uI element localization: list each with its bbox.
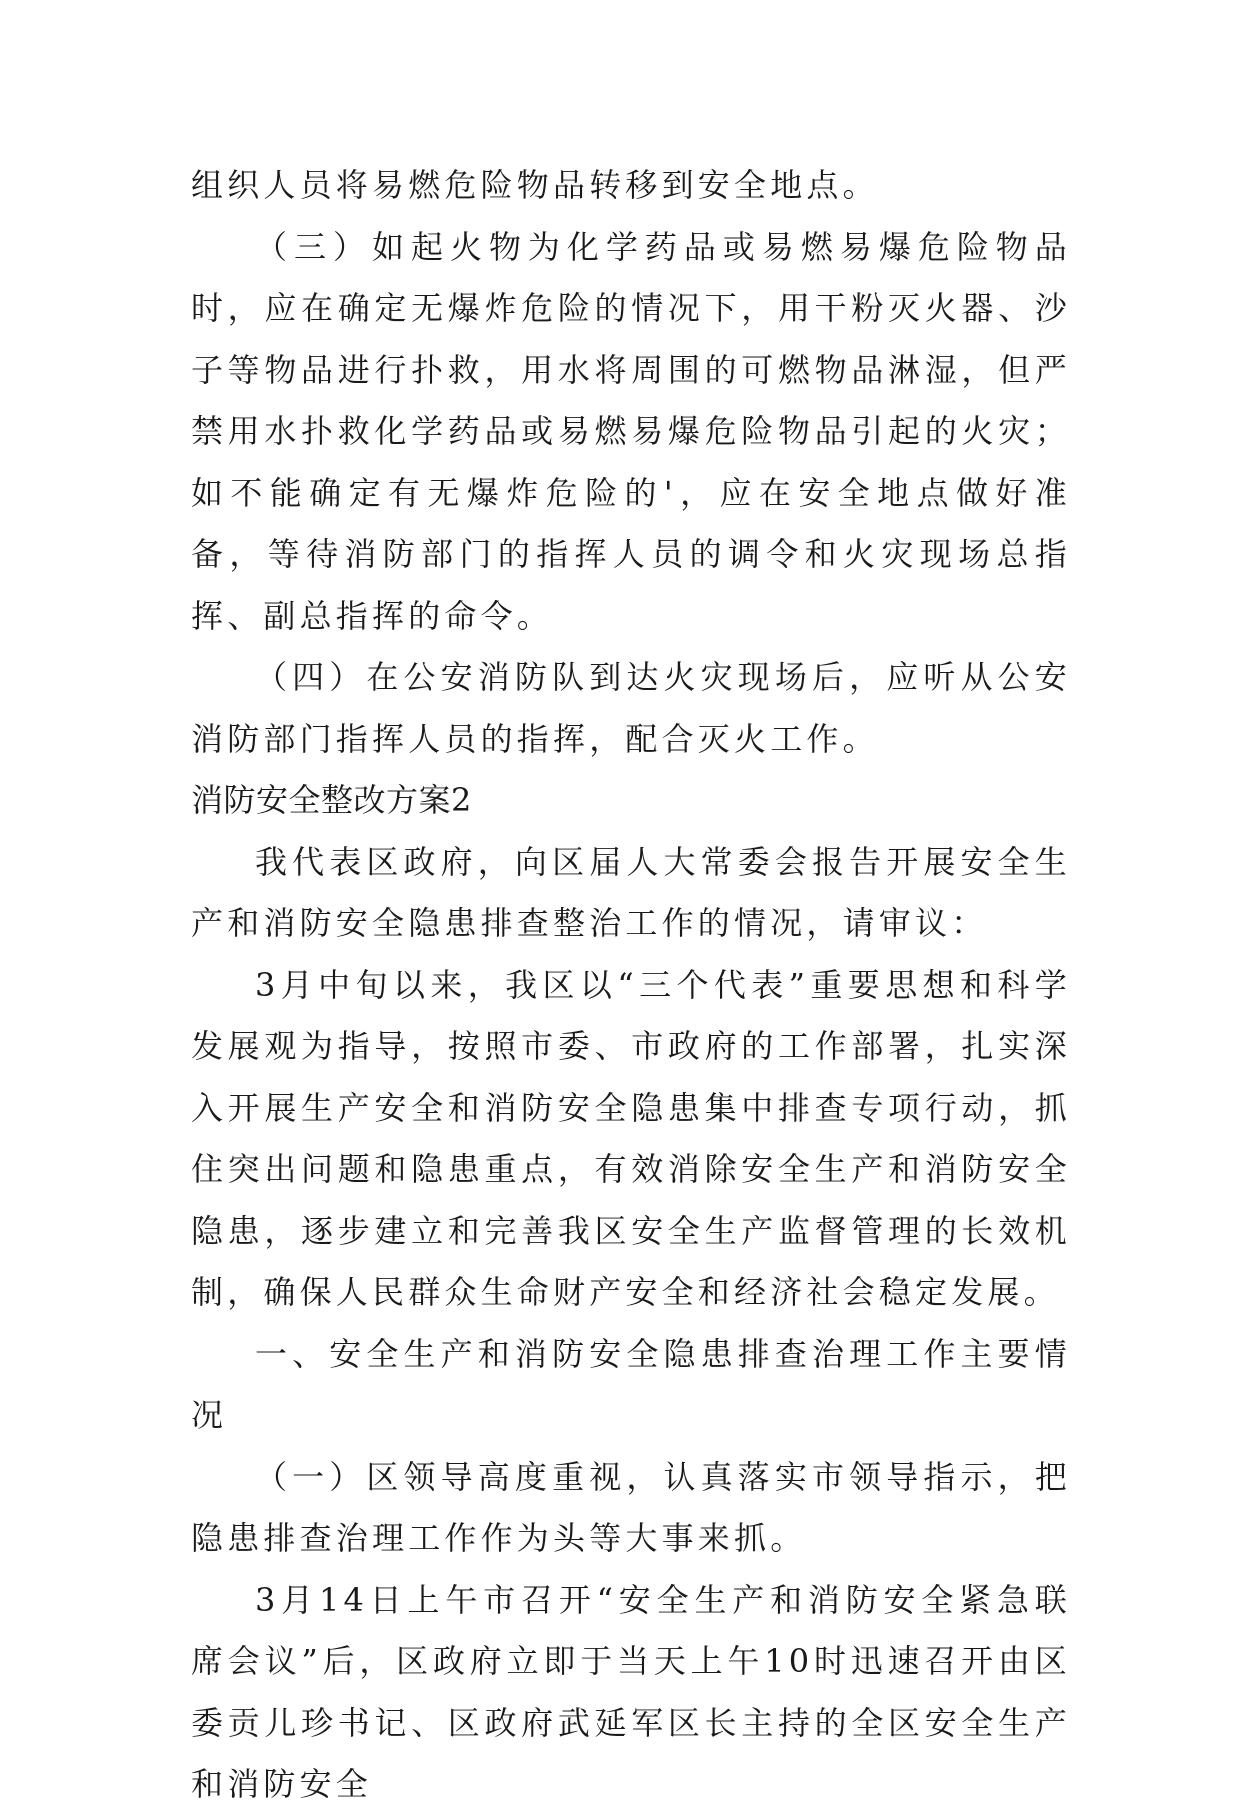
paragraph-meeting: 3月14日上午市召开“安全生产和消防安全紧急联席会议”后，区政府立即于当天上午10时迅速召开由区委贡儿珍书记、区政府武延军区长主持的全区安全生产和消防安全	[191, 1580, 1071, 1803]
paragraph-continuation: 组织人员将易燃危险物品转移到安全地点。	[191, 166, 879, 204]
paragraph-item-three: （三）如起火物为化学药品或易燃易爆危险物品时，应在确定无爆炸危险的情况下，用干粉灭火器、沙子等物品进行扑救，用水将周围的可燃物品淋湿，但严禁用水扑救化学药品或易燃易爆危险物品引起的火灾；如不能确定有无爆炸危险的'，应在安全地点做好准备，等待消防部门的指挥人员的调令和火灾现场总指挥、副总指挥的命令。	[191, 227, 1071, 635]
paragraph-item-four: （四）在公安消防队到达火灾现场后，应听从公安消防部门指挥人员的指挥，配合灭火工作。	[191, 658, 1071, 758]
section-title: 消防安全整改方案2	[191, 781, 472, 819]
section-heading-one: 一、安全生产和消防安全隐患排查治理工作主要情况	[191, 1334, 1071, 1434]
subsection-heading-one: （一）区领导高度重视，认真落实市领导指示，把隐患排查治理工作作为头等大事来抓。	[191, 1457, 1071, 1557]
document-body	[191, 155, 1071, 1816]
paragraph-report-intro: 我代表区政府，向区届人大常委会报告开展安全生产和消防安全隐患排查整治工作的情况，请审议：	[191, 842, 1071, 942]
paragraph-overview: 3月中旬以来，我区以“三个代表”重要思想和科学发展观为指导，按照市委、市政府的工作部署，扎实深入开展生产安全和消防安全隐患集中排查专项行动，抓住突出问题和隐患重点，有效消除安全生产和消防安全隐患，逐步建立和完善我区安全生产监督管理的长效机制，确保人民群众生命财产安全和经济社会稳定发展。	[191, 965, 1071, 1311]
